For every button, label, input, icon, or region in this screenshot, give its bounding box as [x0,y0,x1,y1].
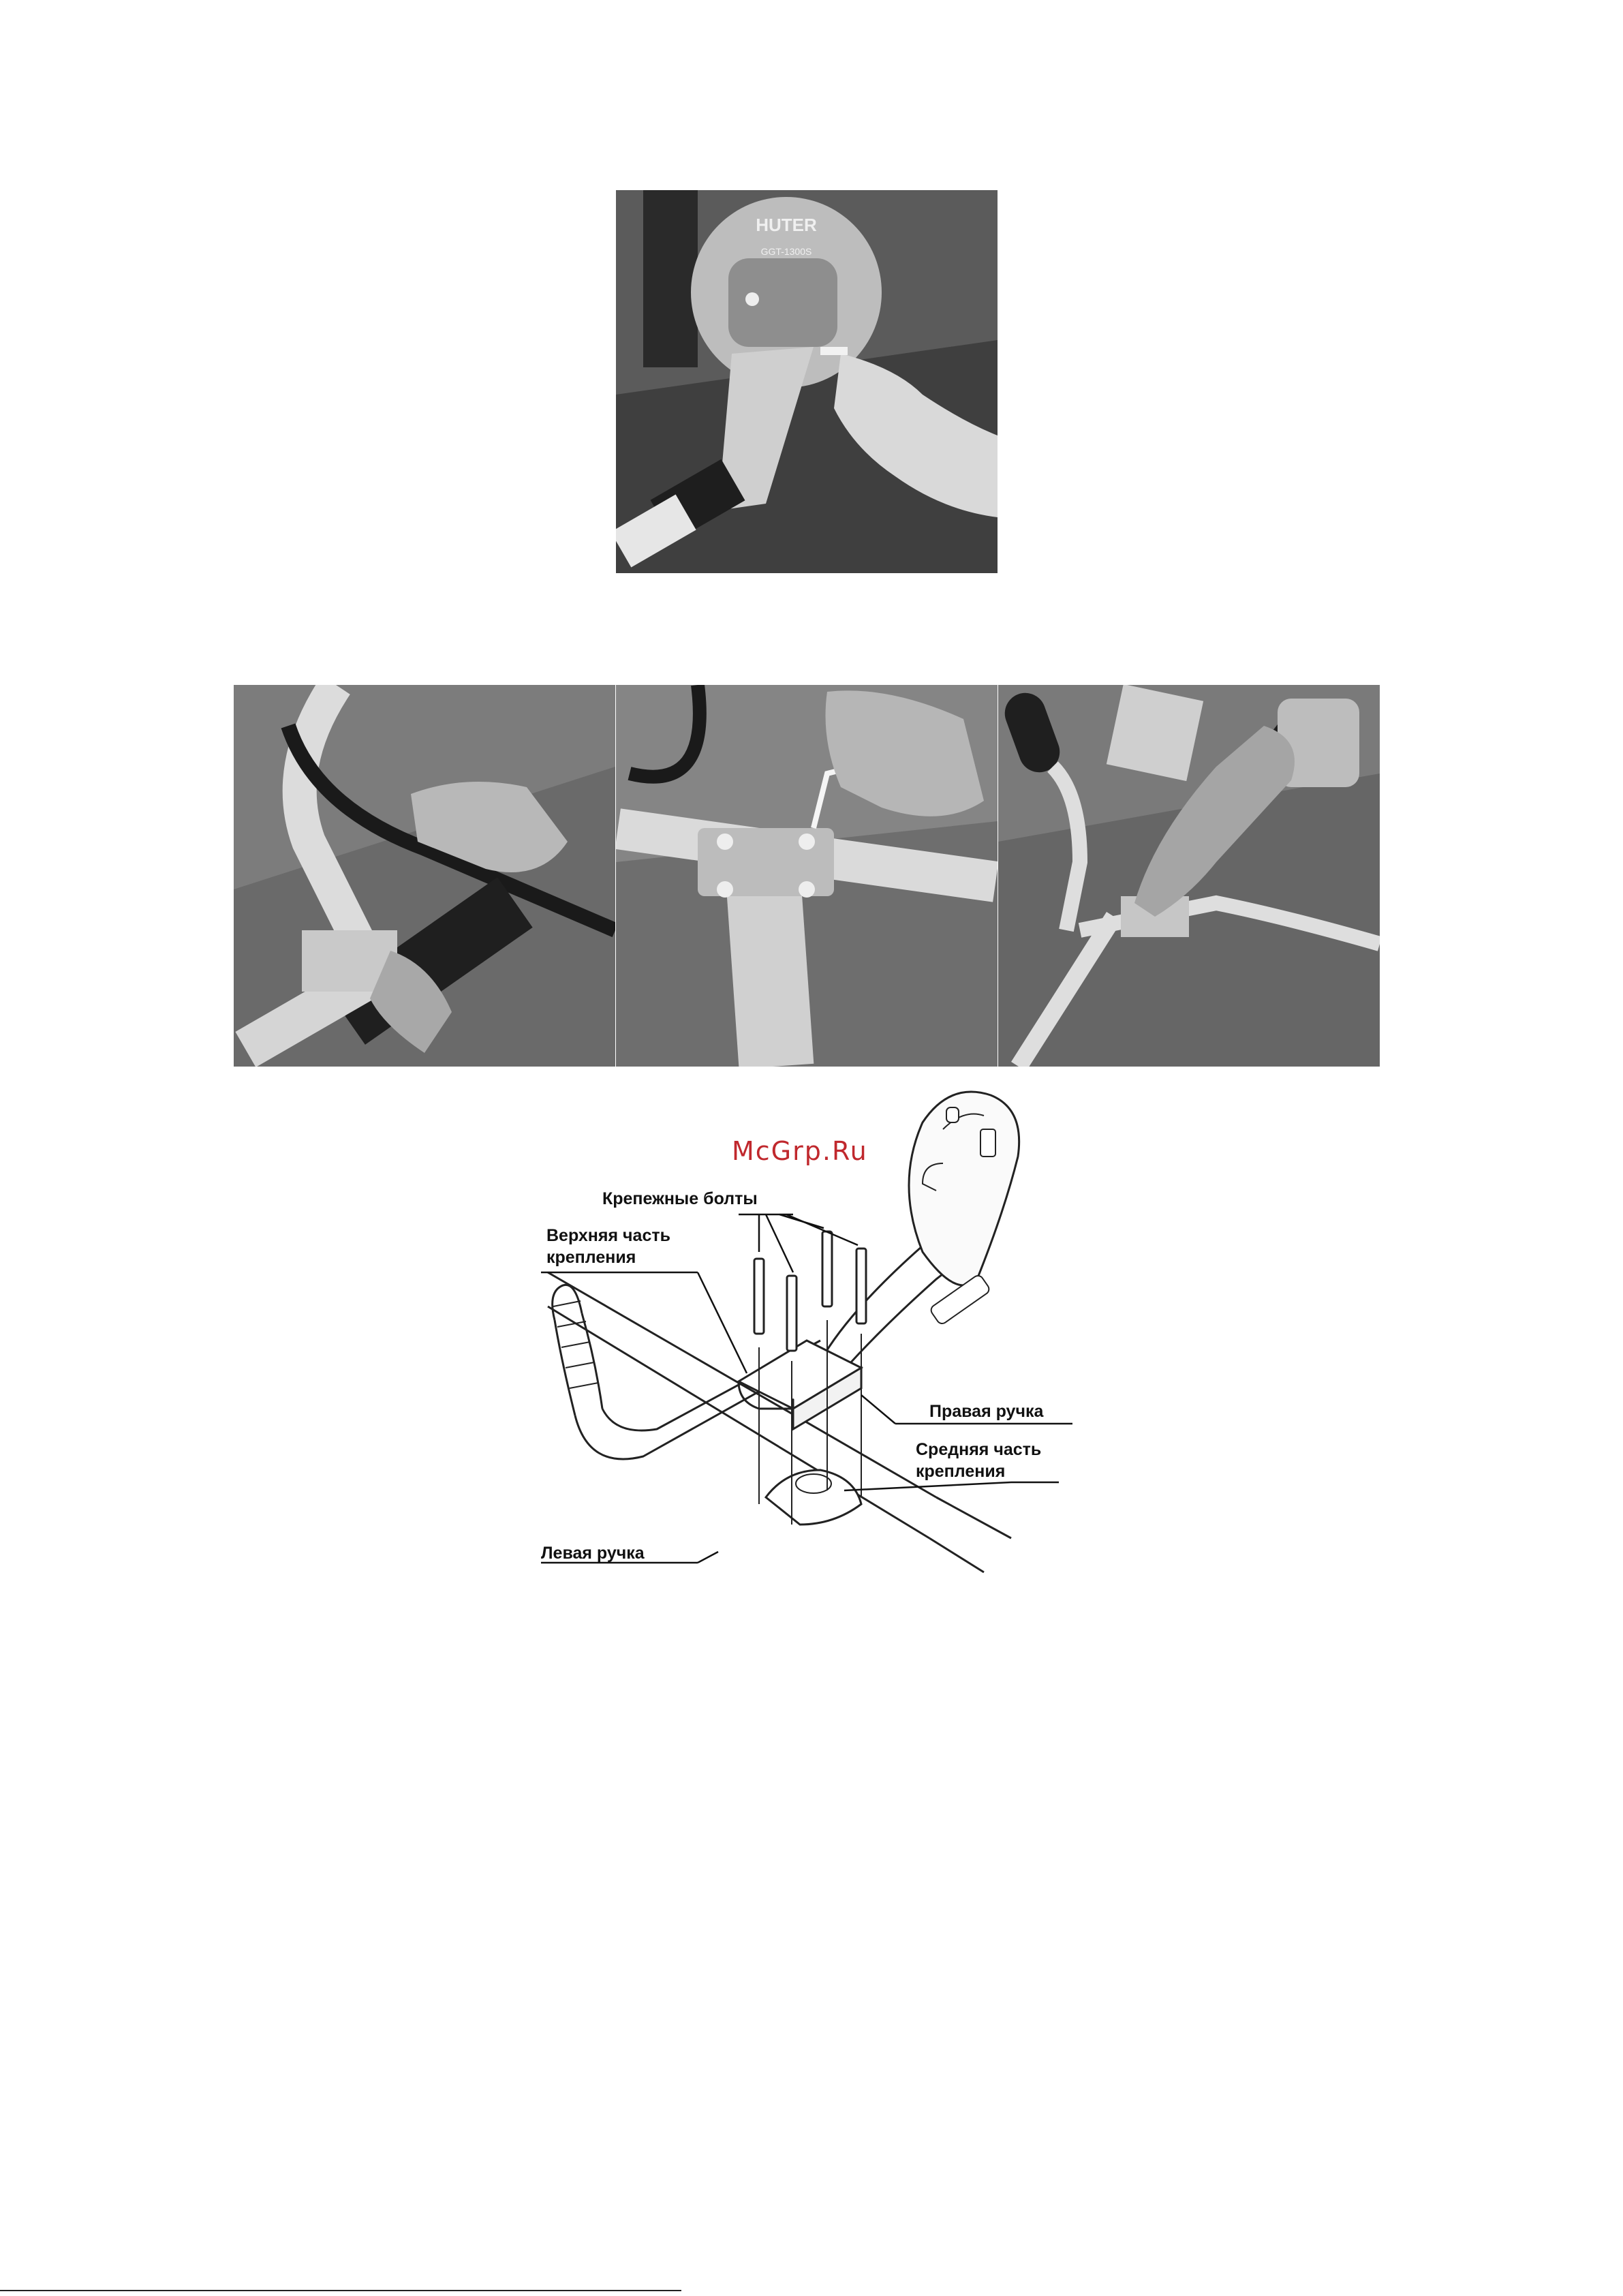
photo-step-3 [998,685,1380,1067]
footnote-rule [0,2290,681,2291]
label-bolts: Крепежные болты [602,1189,758,1208]
label-middle-2: крепления [916,1462,1006,1481]
label-middle-1: Средняя часть [916,1440,1042,1459]
watermark: McGrp.Ru [732,1136,868,1166]
photo-step-2 [616,685,998,1067]
brand-label: HUTER [756,215,817,235]
photo-engine-assembly [616,190,998,573]
label-left-handle: Левая ручка [541,1544,645,1563]
label-right-handle: Правая ручка [929,1402,1044,1421]
handle-assembly-diagram [534,1088,1085,1601]
label-upper-1: Верхняя часть [546,1226,670,1245]
model-label: GGT-1300S [760,246,812,257]
photo-step-1 [234,685,615,1067]
label-upper-2: крепления [546,1248,636,1267]
